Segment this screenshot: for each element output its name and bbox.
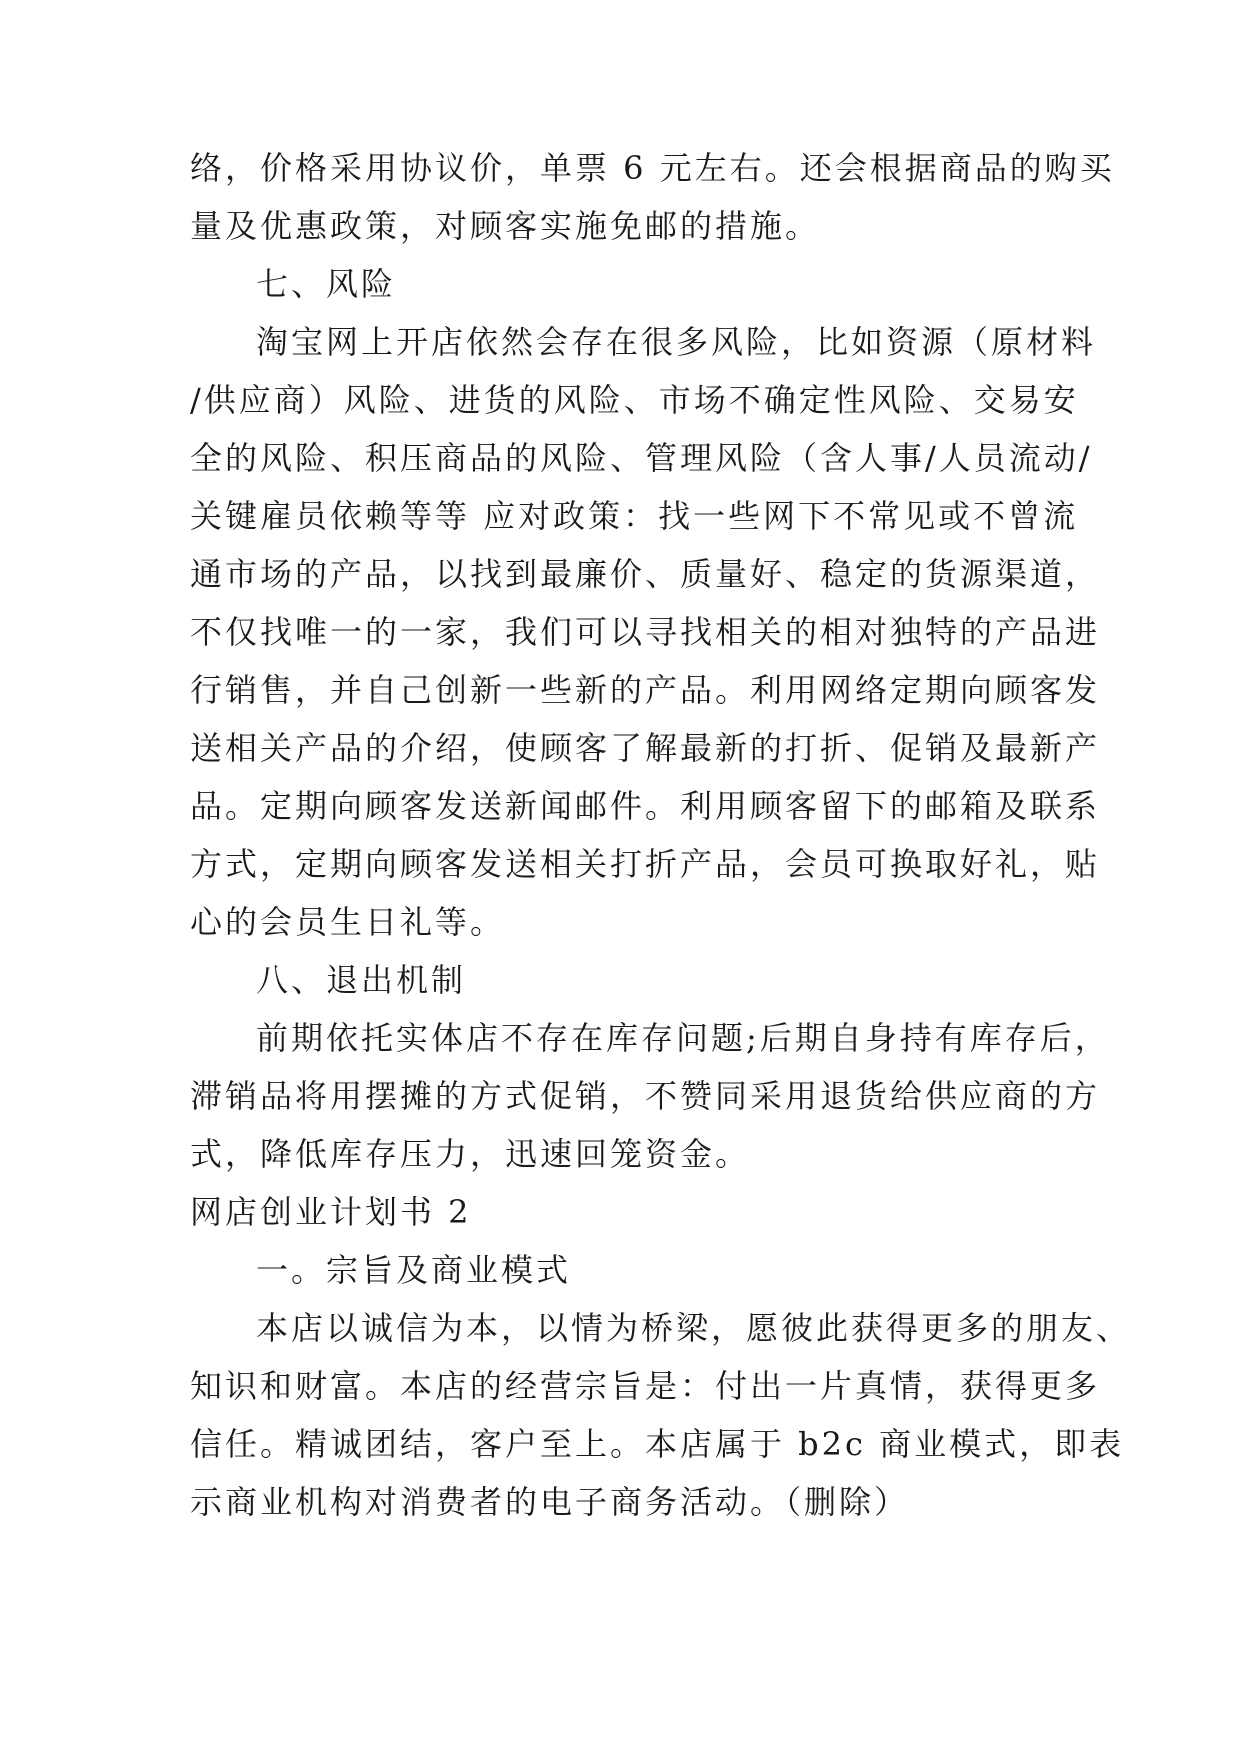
body-line: 知识和财富。本店的经营宗旨是：付出一片真情，获得更多 bbox=[190, 1367, 1101, 1405]
body-line: 滞销品将用摆摊的方式促销，不赞同采用退货给供应商的方 bbox=[190, 1077, 1101, 1115]
body-line: 心的会员生日礼等。 bbox=[190, 903, 506, 941]
body-line: 方式，定期向顾客发送相关打折产品，会员可换取好礼，贴 bbox=[190, 845, 1101, 883]
body-line: 全的风险、积压商品的风险、管理风险（含人事/人员流动/ bbox=[190, 439, 1093, 477]
body-line: 送相关产品的介绍，使顾客了解最新的打折、促销及最新产 bbox=[190, 729, 1101, 767]
body-line: 通市场的产品，以找到最廉价、质量好、稳定的货源渠道， bbox=[190, 555, 1101, 593]
body-line: 量及优惠政策，对顾客实施免邮的措施。 bbox=[190, 207, 821, 245]
body-line: 本店以诚信为本，以情为桥梁，愿彼此获得更多的朋友、 bbox=[256, 1309, 1132, 1347]
body-line: 前期依托实体店不存在库存问题;后期自身持有库存后， bbox=[256, 1019, 1110, 1057]
body-line: 关键雇员依赖等等 应对政策：找一些网下不常见或不曾流 bbox=[190, 497, 1079, 535]
body-line: /供应商）风险、进货的风险、市场不确定性风险、交易安 bbox=[190, 381, 1079, 419]
section-heading-exit: 八、退出机制 bbox=[256, 961, 467, 999]
body-line: 不仅找唯一的一家，我们可以寻找相关的相对独特的产品进 bbox=[190, 613, 1101, 651]
body-line: 示商业机构对消费者的电子商务活动。（删除） bbox=[190, 1483, 910, 1521]
body-line: 淘宝网上开店依然会存在很多风险，比如资源（原材料 bbox=[256, 323, 1097, 361]
section-heading-risk: 七、风险 bbox=[256, 265, 397, 303]
body-line: 式，降低库存压力，迅速回笼资金。 bbox=[190, 1135, 751, 1173]
section-heading-purpose: 一。宗旨及商业模式 bbox=[256, 1251, 572, 1289]
body-line: 行销售，并自己创新一些新的产品。利用网络定期向顾客发 bbox=[190, 671, 1101, 709]
body-line: 品。定期向顾客发送新闻邮件。利用顾客留下的邮箱及联系 bbox=[190, 787, 1101, 825]
body-line: 络，价格采用协议价，单票 6 元左右。还会根据商品的购买 bbox=[190, 149, 1115, 187]
body-line: 信任。精诚团结，客户至上。本店属于 b2c 商业模式，即表 bbox=[190, 1425, 1125, 1463]
document-title: 网店创业计划书 2 bbox=[190, 1193, 472, 1231]
